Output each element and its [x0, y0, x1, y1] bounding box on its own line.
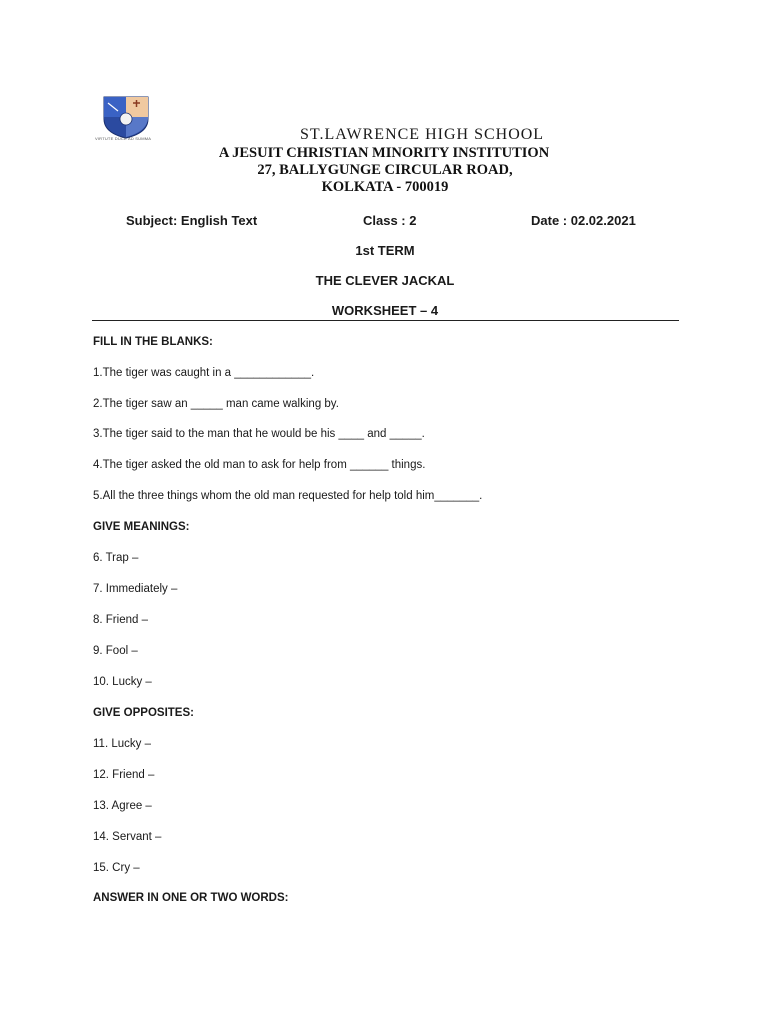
question-line: 1.The tiger was caught in a ____________.	[93, 367, 315, 379]
question-line: 5.All the three things whom the old man requested for help told him_______.	[93, 490, 483, 502]
term-label: 1st TERM	[355, 243, 415, 258]
question-line: 11. Lucky –	[93, 738, 151, 750]
fill-blanks-heading: FILL IN THE BLANKS:	[93, 336, 213, 348]
header-divider	[92, 320, 679, 321]
school-name: ST.LAWRENCE HIGH SCHOOL	[300, 126, 545, 143]
question-line: 9. Fool –	[93, 645, 138, 657]
question-line: 10. Lucky –	[93, 676, 152, 688]
question-line: 2.The tiger saw an _____ man came walking by.	[93, 398, 339, 410]
answer-heading: ANSWER IN ONE OR TWO WORDS:	[93, 892, 289, 904]
school-crest-logo	[98, 95, 154, 139]
question-line: 3.The tiger said to the man that he would be his ____ and _____.	[93, 428, 425, 440]
lesson-title: THE CLEVER JACKAL	[315, 273, 455, 288]
logo-caption: VIRTUTE DUCE AD SUMMA	[95, 136, 152, 141]
worksheet-label: WORKSHEET – 4	[331, 303, 439, 318]
question-line: 12. Friend –	[93, 769, 155, 781]
question-line: 7. Immediately –	[93, 583, 178, 595]
question-line: 8. Friend –	[93, 614, 148, 626]
question-line: 13. Agree –	[93, 800, 152, 812]
class-label: Class : 2	[363, 213, 417, 228]
header-address-line: 27, BALLYGUNGE CIRCULAR ROAD,	[257, 162, 513, 178]
subject-label: Subject: English Text	[126, 213, 258, 228]
question-line: 15. Cry –	[93, 862, 140, 874]
question-line: 14. Servant –	[93, 831, 162, 843]
header-institution-line: A JESUIT CHRISTIAN MINORITY INSTITUTION	[218, 145, 550, 161]
meanings-heading: GIVE MEANINGS:	[93, 521, 190, 533]
header-city-line: KOLKATA - 700019	[321, 179, 449, 195]
question-line: 6. Trap –	[93, 552, 139, 564]
opposites-heading: GIVE OPPOSITES:	[93, 707, 194, 719]
question-line: 4.The tiger asked the old man to ask for help from ______ things.	[93, 459, 426, 471]
date-label: Date : 02.02.2021	[531, 213, 636, 228]
